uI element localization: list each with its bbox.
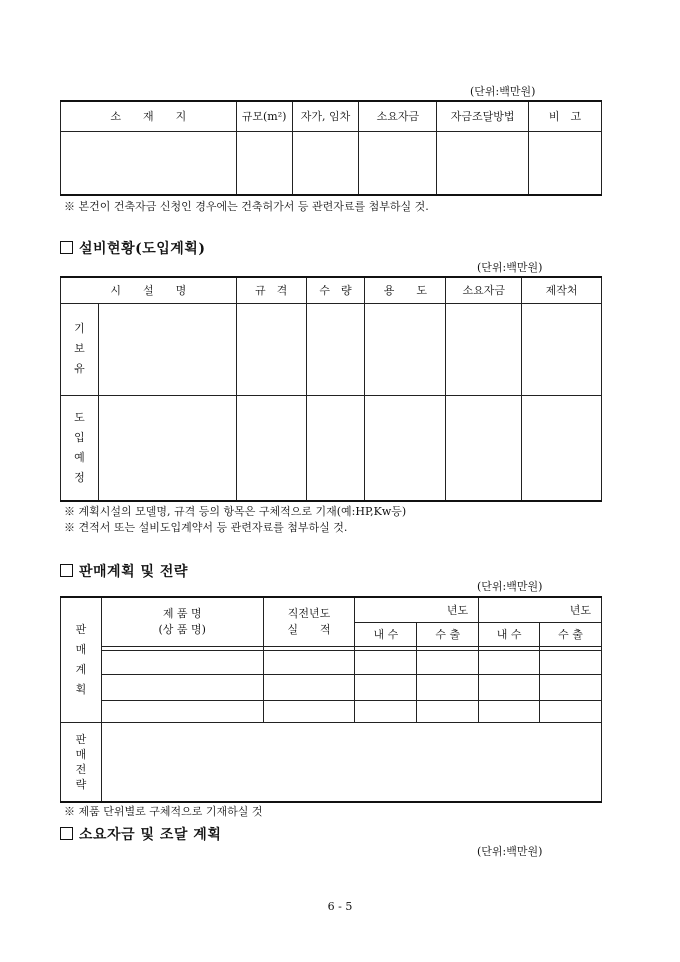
header-year-a: 년도 [355,597,479,622]
header-export-a: 수 출 [417,622,479,646]
cell-exp-a-3[interactable] [417,700,479,722]
header-spec: 규 격 [236,277,306,303]
page-number: 6 - 5 [327,900,353,913]
heading-funds-text: 소요자금 및 조달 계획 [79,827,222,843]
row-label-existing: 기 보 유 [61,303,99,395]
note-model-spec: ※ 계획시설의 모델명, 규격 등의 항목은 구체적으로 기재(예:HP,Kw등) [64,505,407,518]
heading-funds [60,824,221,844]
row-label-planned: 도 입 예 정 [61,395,99,501]
cell-exp-a-2[interactable] [417,674,479,700]
header-year-b: 년도 [479,597,602,622]
cell-exp-b-2[interactable] [540,674,602,700]
checkbox-square-icon [60,241,73,254]
unit-label-1: (단위:백만원) [470,85,536,98]
cell-exp-b-1[interactable] [540,650,602,674]
heading-equipment [60,238,205,258]
sales-table [60,596,602,803]
cell-planned-spec[interactable] [236,395,306,501]
header-funding-method: 자금조달방법 [437,101,529,131]
cell-sales-strategy[interactable] [101,722,601,802]
header-prev-year [263,597,355,646]
heading-sales [60,561,188,581]
heading-equipment-text: 설비현황(도입계획) [79,241,206,257]
header-prev-year-sub: 실 적 [287,622,331,636]
header-size: 규모(m²) [236,101,292,131]
heading-sales-text: 판매계획 및 전략 [79,564,188,580]
cell-planned-name[interactable] [98,395,236,501]
cell-product-2[interactable] [101,674,263,700]
cell-location[interactable] [61,131,237,195]
unit-label-2: (단위:백만원) [477,261,543,274]
cell-dom-b-3[interactable] [479,700,540,722]
header-domestic-b: 내 수 [479,622,540,646]
header-manufacturer: 제작처 [522,277,602,303]
cell-existing-qty[interactable] [306,303,365,395]
note-quote: ※ 견적서 또는 설비도입계약서 등 관련자료를 첨부하실 것. [64,521,348,534]
header-product-name [101,597,263,646]
cell-existing-funds[interactable] [446,303,522,395]
cell-existing-usage[interactable] [365,303,446,395]
unit-label-3: (단위:백만원) [477,580,543,593]
header-product-name-sub: (상 품 명) [158,622,206,636]
cell-exp-b-3[interactable] [540,700,602,722]
cell-exp-a-1[interactable] [417,650,479,674]
note-product-unit: ※ 제품 단위별로 구체적으로 기재하실 것 [64,805,263,818]
header-domestic-a: 내 수 [355,622,417,646]
header-location: 소 재 지 [61,101,237,131]
header-prev-year-text: 직전년도 [287,606,331,620]
header-usage: 용 도 [365,277,446,303]
cell-planned-qty[interactable] [306,395,365,501]
row-label-sales-plan: 판 매 계 획 [61,597,102,722]
row-label-sales-strategy: 판 매 전 략 [61,722,102,802]
cell-product-3[interactable] [101,700,263,722]
cell-remarks[interactable] [529,131,602,195]
header-funds: 소요자금 [446,277,522,303]
equipment-table [60,276,602,502]
checkbox-square-icon [60,564,73,577]
header-export-b: 수 출 [540,622,602,646]
cell-dom-a-3[interactable] [355,700,417,722]
cell-product-1[interactable] [101,650,263,674]
cell-dom-a-1[interactable] [355,650,417,674]
cell-dom-a-2[interactable] [355,674,417,700]
header-remarks: 비 고 [529,101,602,131]
cell-prev-2[interactable] [263,674,355,700]
cell-existing-name[interactable] [98,303,236,395]
cell-prev-3[interactable] [263,700,355,722]
header-ownership: 자가, 임차 [292,101,359,131]
cell-planned-maker[interactable] [522,395,602,501]
note-building: ※ 본건이 건축자금 신청인 경우에는 건축허가서 등 관련자료를 첨부하실 것. [64,200,429,213]
cell-prev-1[interactable] [263,650,355,674]
unit-label-4: (단위:백만원) [477,845,543,858]
cell-planned-funds[interactable] [446,395,522,501]
header-required-funds: 소요자금 [359,101,437,131]
header-product-name-text: 제 품 명 [162,606,202,620]
cell-size[interactable] [236,131,292,195]
header-quantity: 수 량 [306,277,365,303]
cell-planned-usage[interactable] [365,395,446,501]
checkbox-square-icon [60,827,73,840]
header-facility-name: 시 설 명 [61,277,237,303]
cell-dom-b-2[interactable] [479,674,540,700]
cell-required-funds[interactable] [359,131,437,195]
location-table [60,100,602,196]
cell-funding-method[interactable] [437,131,529,195]
cell-ownership[interactable] [292,131,359,195]
cell-existing-maker[interactable] [522,303,602,395]
cell-dom-b-1[interactable] [479,650,540,674]
cell-existing-spec[interactable] [236,303,306,395]
